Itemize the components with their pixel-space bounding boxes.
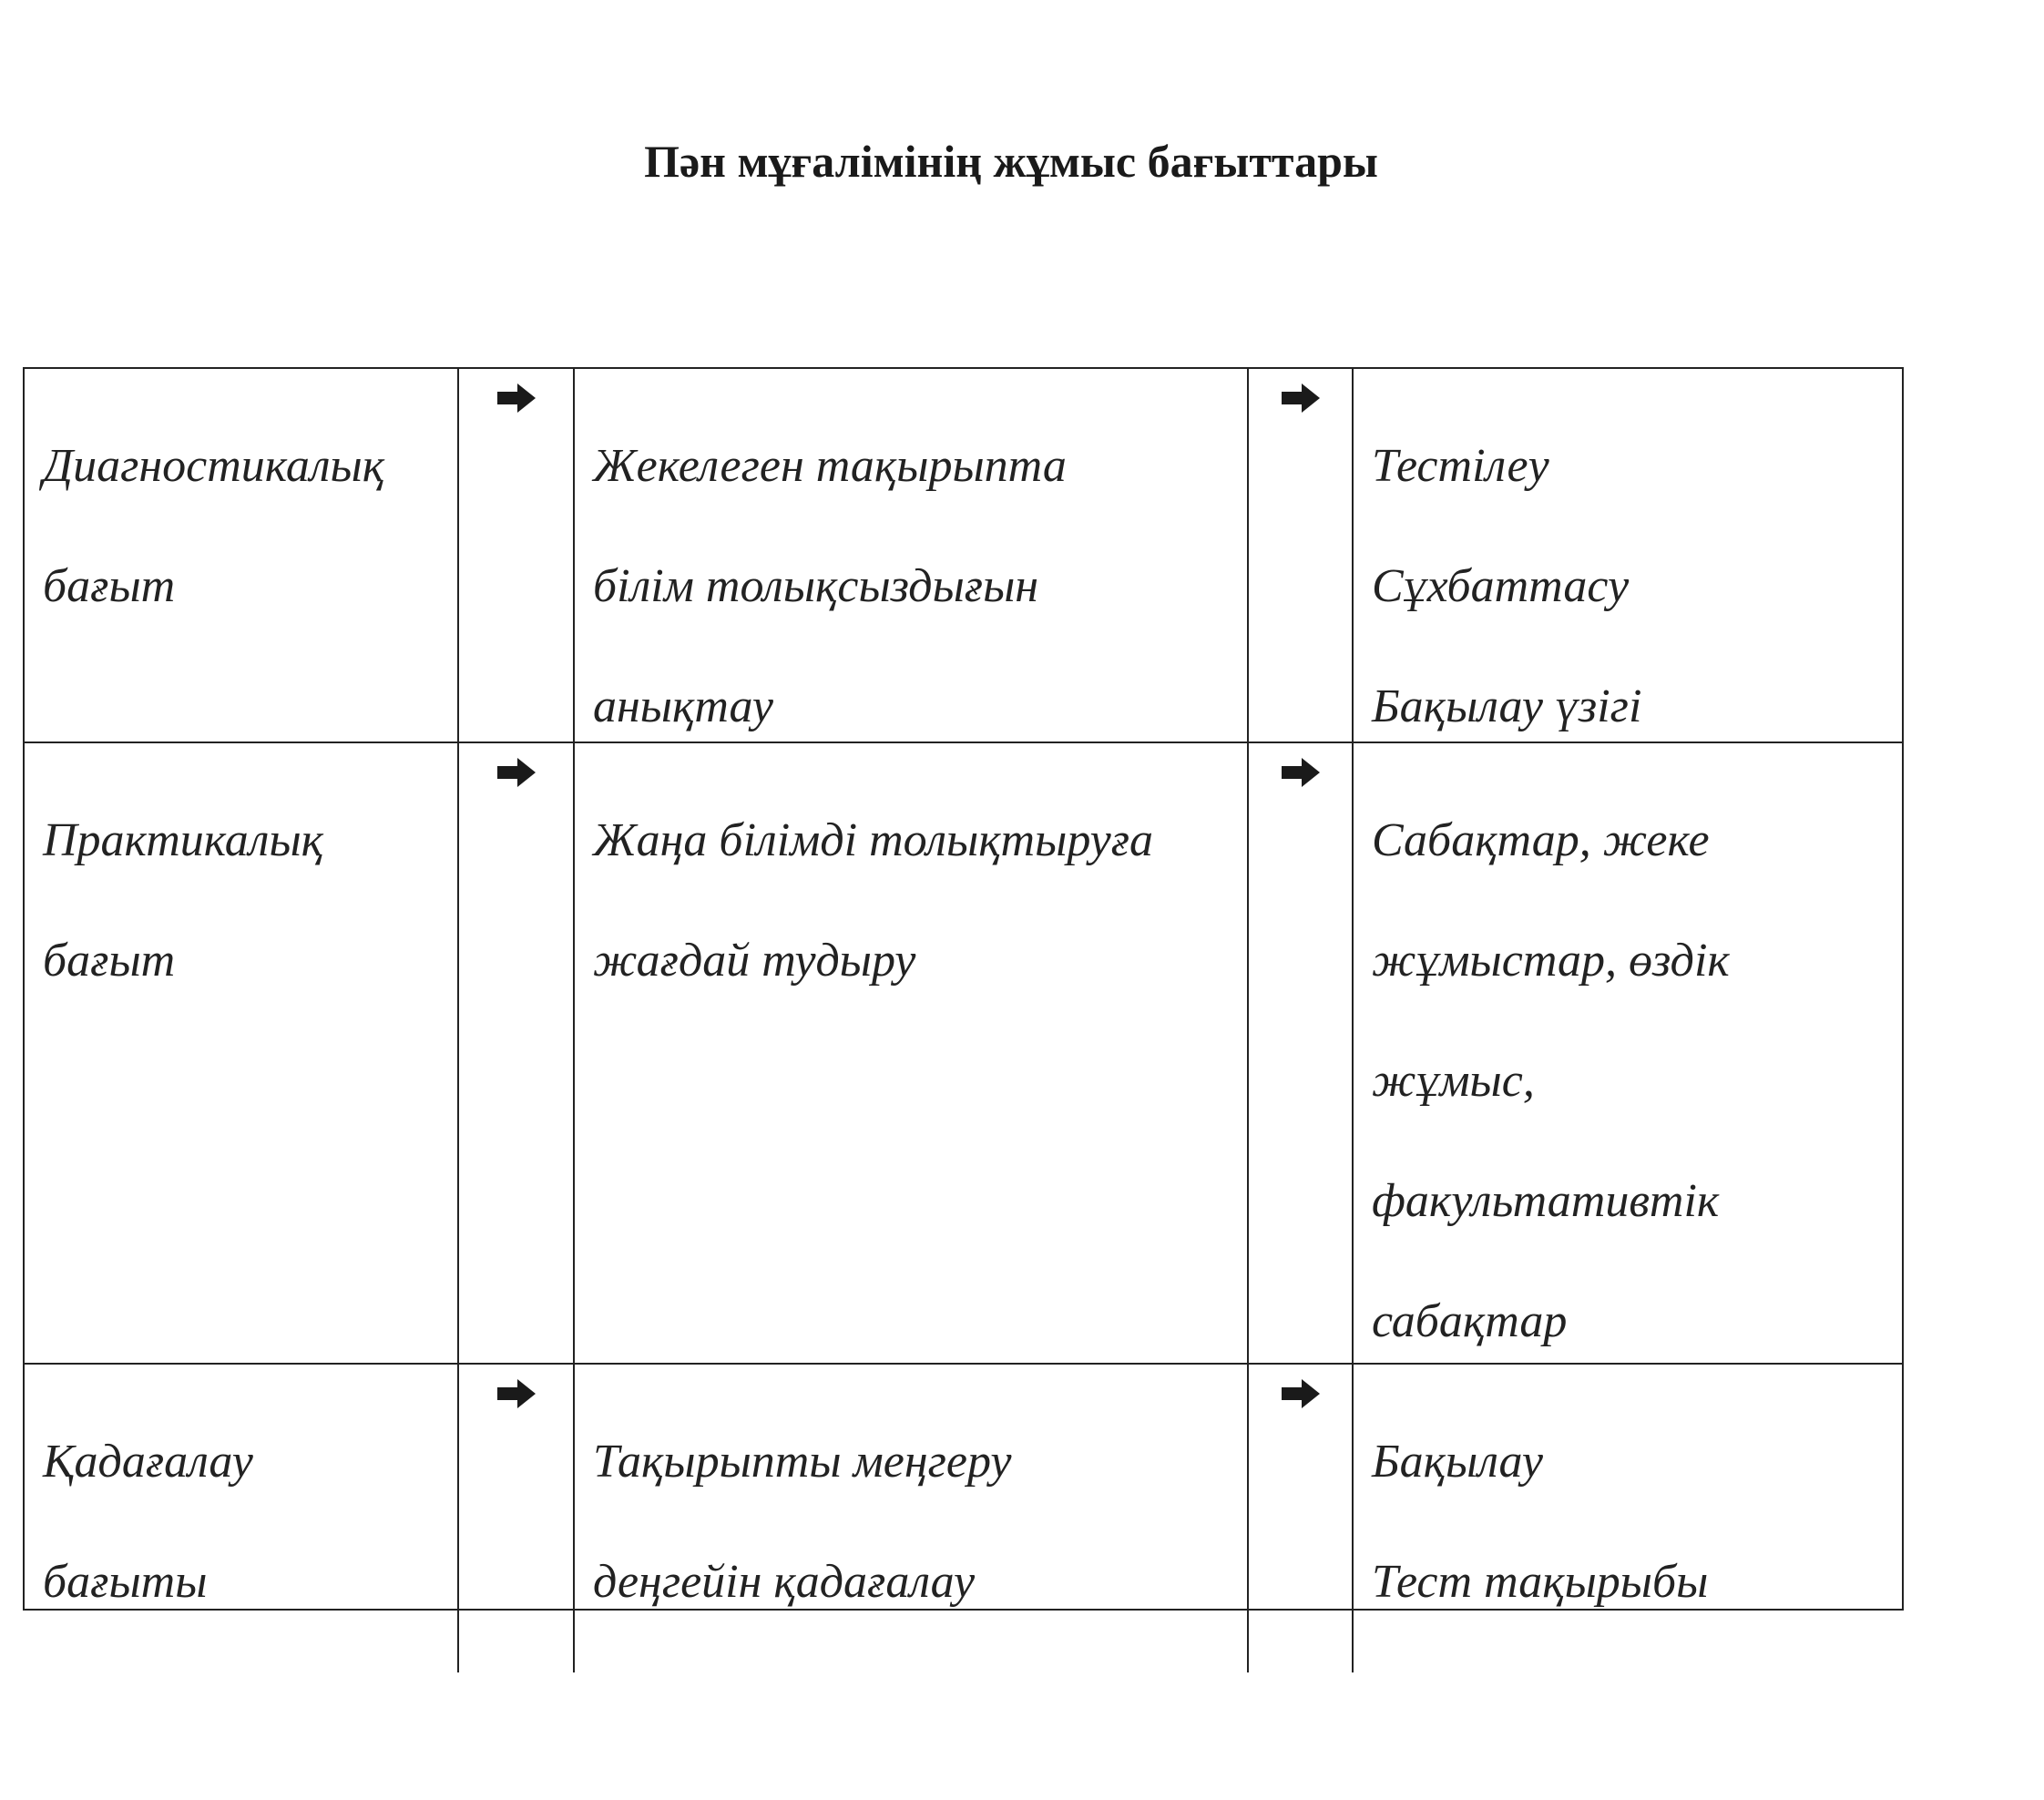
method-text: сабақтар <box>1372 1295 1568 1347</box>
arrow-cell <box>459 1365 575 1672</box>
direction-text: бағыт <box>43 560 176 612</box>
direction-text: бағыты <box>43 1556 208 1608</box>
direction-text: Практикалық <box>43 814 323 866</box>
methods-cell <box>1354 743 1902 1365</box>
methods-cell <box>1354 369 1902 743</box>
goal-text: жағдай тудыру <box>593 935 916 987</box>
method-text: Бақылау үзігі <box>1372 680 1642 732</box>
goal-cell <box>575 1365 1249 1672</box>
method-text: Тестілеу <box>1372 440 1549 492</box>
direction-cell <box>25 743 459 1365</box>
method-text: Сабақтар, жеке <box>1372 814 1710 866</box>
method-text: Бақылау <box>1372 1436 1543 1488</box>
goal-text: деңгейін қадағалау <box>593 1556 976 1608</box>
goal-text: Тақырыпты меңгеру <box>593 1436 1012 1488</box>
right-arrow-icon <box>1280 1377 1322 1410</box>
method-text: жұмыстар, өздік <box>1372 935 1730 987</box>
method-text: Сұхбаттасу <box>1372 560 1630 612</box>
method-text: факультативтік <box>1372 1175 1720 1227</box>
method-text: жұмыс, <box>1372 1055 1535 1107</box>
goal-text: Жаңа білімді толықтыруға <box>593 814 1154 866</box>
goal-text: Жекелеген тақырыпта <box>593 440 1067 492</box>
page-title: Пән мұғалімінің жұмыс бағыттары <box>644 136 1378 187</box>
arrow-cell <box>459 369 575 743</box>
goal-cell <box>575 743 1249 1365</box>
goal-text: білім толықсыздығын <box>593 560 1039 612</box>
direction-text: Қадағалау <box>43 1436 253 1488</box>
direction-text: бағыт <box>43 935 176 987</box>
direction-text: Диагностикалық <box>43 440 385 492</box>
method-text: Тест тақырыбы <box>1372 1556 1709 1608</box>
directions-table <box>23 367 1904 1611</box>
direction-cell <box>25 369 459 743</box>
arrow-cell <box>1249 369 1354 743</box>
arrow-cell <box>1249 1365 1354 1672</box>
right-arrow-icon <box>1280 756 1322 789</box>
right-arrow-icon <box>496 1377 537 1410</box>
arrow-cell <box>1249 743 1354 1365</box>
right-arrow-icon <box>496 382 537 414</box>
right-arrow-icon <box>496 756 537 789</box>
arrow-cell <box>459 743 575 1365</box>
right-arrow-icon <box>1280 382 1322 414</box>
goal-text: анықтау <box>593 680 773 732</box>
direction-cell <box>25 1365 459 1672</box>
methods-cell <box>1354 1365 1902 1672</box>
goal-cell <box>575 369 1249 743</box>
